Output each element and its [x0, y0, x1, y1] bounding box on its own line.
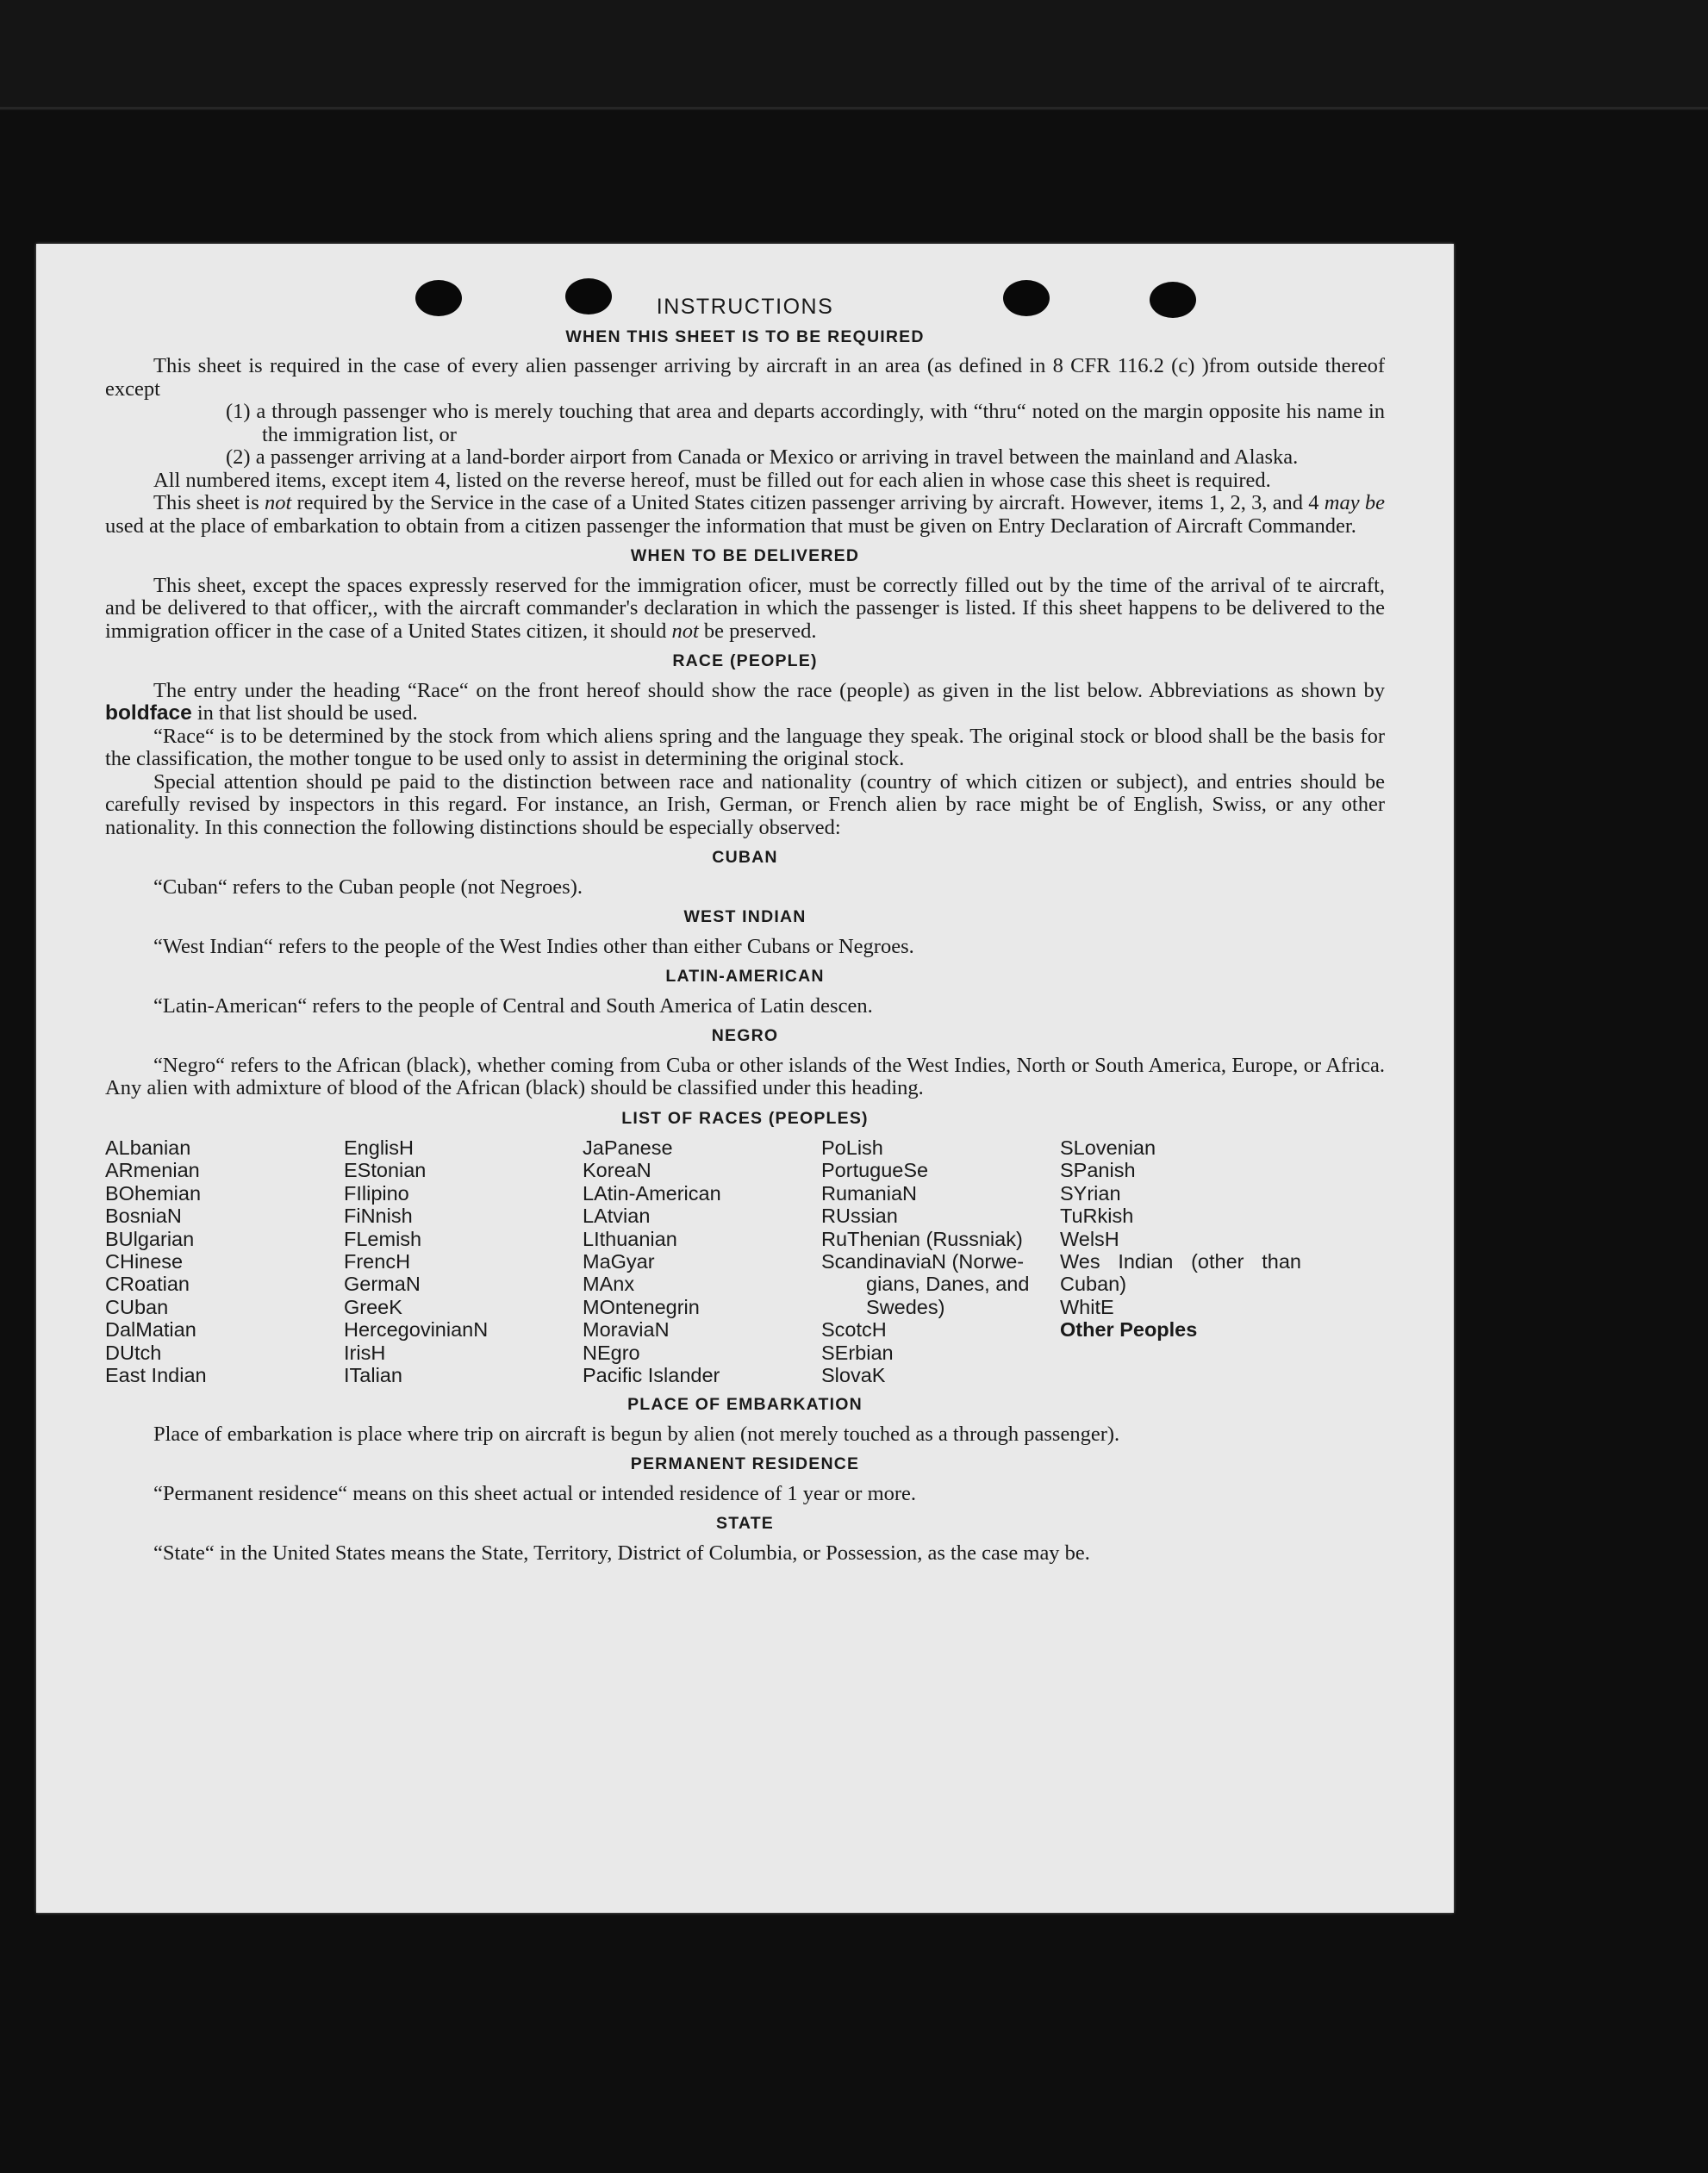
paragraph: “Negro“ refers to the African (black), whether coming from Cuba or other islands of the West Indies, North or South America, Europe, or Africa. Any alien with admixture of blood of the African (black) should be classified under this heading. — [105, 1053, 1385, 1099]
list-item: (2) a passenger arriving at a land-border airport from Canada or Mexico or arriving in travel between the mainland and Alaska. — [226, 445, 1299, 469]
race-item: ITalian — [344, 1364, 402, 1387]
section-heading: PLACE OF EMBARKATION — [627, 1395, 863, 1415]
race-item: PortugueSe — [821, 1159, 929, 1182]
race-item: NEgro — [583, 1341, 640, 1364]
race-item: TuRkish — [1060, 1205, 1134, 1228]
race-item: HercegovinianN — [344, 1318, 489, 1342]
section-heading: RACE (PEOPLE) — [672, 651, 818, 670]
race-item: DalMatian — [105, 1318, 196, 1342]
race-item: LAtin-American — [583, 1181, 721, 1205]
paragraph: Place of embarkation is place where trip on aircraft is begun by alien (not merely touched as a through passenger). — [153, 1422, 1120, 1446]
scan-top-margin — [0, 0, 1708, 110]
paragraph: Special attention should pe paid to the distinction between race and nationality (country of which citizen or subject), and entries should be carefully revised by inspectors in this regard. For instance, an Irish, German, or French alien by race might be of English, Swiss, or any other nationality. In this connection the following distinctions should be especially observed: — [105, 769, 1385, 839]
paragraph: “Cuban“ refers to the Cuban people (not Negroes). — [153, 875, 583, 899]
race-item: GreeK — [344, 1295, 402, 1318]
race-item: BOhemian — [105, 1181, 202, 1205]
race-item: FIlipino — [344, 1181, 409, 1205]
race-item: MaGyar — [583, 1250, 655, 1273]
race-item: CHinese — [105, 1250, 184, 1273]
race-item: ALbanian — [105, 1136, 191, 1159]
race-item: SYrian — [1060, 1181, 1121, 1205]
paragraph: This sheet is required in the case of every alien passenger arriving by aircraft in an area (as defined in 8 CFR 116.2 (c) )from outside thereof except — [105, 354, 1385, 401]
paragraph: “State“ in the United States means the State, Territory, District of Columbia, or Possession, as the case may be. — [153, 1541, 1090, 1565]
section-heading: NEGRO — [711, 1026, 779, 1045]
race-item: RUssian — [821, 1205, 898, 1228]
race-item: JaPanese — [583, 1136, 673, 1159]
race-item: IrisH — [344, 1341, 386, 1364]
list-item: (1) a through passenger who is merely touching that area and departs accordingly, with “thru“ noted on the margin opposite his name in the immigration list, or — [226, 400, 1385, 446]
race-item: BUlgarian — [105, 1227, 195, 1250]
race-item: ARmenian — [105, 1159, 200, 1182]
paragraph: The entry under the heading “Race“ on the front hereof should show the race (people) as given in the list below. Abbreviations as shown by boldface in that list should be used. — [105, 678, 1385, 725]
race-column — [344, 1136, 583, 1386]
race-item: GermaN — [344, 1273, 421, 1296]
race-item: SLovenian — [1060, 1136, 1156, 1159]
race-item: KoreaN — [583, 1159, 651, 1182]
race-item: FrencH — [344, 1250, 411, 1273]
document-body — [105, 296, 1385, 1565]
race-column — [583, 1136, 821, 1386]
race-item: FLemish — [344, 1227, 422, 1250]
race-item: EnglisH — [344, 1136, 414, 1159]
race-item: Pacific Islander — [583, 1364, 720, 1387]
race-item-other: Other Peoples — [1060, 1318, 1198, 1342]
race-item: SlovaK — [821, 1364, 886, 1387]
race-item: DUtch — [105, 1341, 162, 1364]
paragraph: All numbered items, except item 4, listed on the reverse hereof, must be filled out for each alien in whose case this sheet is required. — [153, 468, 1271, 492]
section-heading: LATIN-AMERICAN — [665, 967, 825, 986]
section-heading: PERMANENT RESIDENCE — [630, 1454, 860, 1474]
paragraph: “Permanent residence“ means on this sheet actual or intended residence of 1 year or more. — [153, 1481, 917, 1505]
race-item: WhitE — [1060, 1295, 1114, 1318]
section-heading: LIST OF RACES (PEOPLES) — [621, 1108, 869, 1128]
race-column — [105, 1136, 344, 1386]
race-item: EStonian — [344, 1159, 427, 1182]
race-column — [1060, 1136, 1301, 1386]
paragraph: “West Indian“ refers to the people of the West Indies other than either Cubans or Negroes. — [153, 934, 914, 958]
race-item: CUban — [105, 1295, 169, 1318]
race-item-continuation: gians, Danes, and Swedes) — [866, 1273, 1030, 1318]
paragraph: “Latin-American“ refers to the people of Central and South America of Latin descen. — [153, 993, 873, 1018]
race-item: MAnx — [583, 1273, 635, 1296]
race-item: MoraviaN — [583, 1318, 670, 1342]
section-heading: WEST INDIAN — [683, 907, 807, 926]
race-item: BosniaN — [105, 1205, 182, 1228]
race-item: ScandinaviaN (Norwe- — [821, 1250, 1025, 1273]
paragraph: This sheet, except the spaces expressly reserved for the immigration oficer, must be correctly filled out by the time of the arrival of te aircraft, and be delivered to that officer,, with the aircraft commander's declaration in which the passenger is listed. If this sheet happens to be delivered to the immigration officer in the case of a United States citizen, it should not be preserved. — [105, 573, 1385, 643]
section-heading: CUBAN — [712, 848, 778, 867]
document-title: INSTRUCTIONS — [656, 295, 834, 319]
race-item: SErbian — [821, 1341, 894, 1364]
race-item: RuThenian (Russniak) — [821, 1227, 1023, 1250]
race-item: East Indian — [105, 1364, 207, 1387]
race-item: LAtvian — [583, 1205, 651, 1228]
scan-edge-line — [0, 107, 1708, 109]
race-list — [105, 1136, 1385, 1386]
document-page — [36, 244, 1454, 1913]
race-item: LIthuanian — [583, 1227, 677, 1250]
race-item: RumaniaN — [821, 1181, 918, 1205]
race-item: SPanish — [1060, 1159, 1136, 1182]
race-column — [821, 1136, 1060, 1386]
race-item: MOntenegrin — [583, 1295, 700, 1318]
section-heading: WHEN THIS SHEET IS TO BE REQUIRED — [565, 327, 925, 346]
race-item: CRoatian — [105, 1273, 190, 1296]
race-item: FiNnish — [344, 1205, 413, 1228]
paragraph: “Race“ is to be determined by the stock from which aliens spring and the language they speak. The original stock or blood shall be the basis for the classification, the mother tongue to be used only to assist in determining the original stock. — [105, 724, 1385, 770]
section-heading: STATE — [715, 1514, 775, 1534]
race-item: WelsH — [1060, 1227, 1119, 1250]
race-item: ScotcH — [821, 1318, 887, 1342]
section-heading: WHEN TO BE DELIVERED — [630, 546, 860, 565]
paragraph: This sheet is not required by the Service in the case of a United States citizen passenger arriving by aircraft. However, items 1, 2, 3, and 4 may be used at the place of embarkation to obtain from a citizen passenger the information that must be given on Entry Declaration of Aircraft Commander. — [105, 491, 1385, 538]
race-item: Wes Indian (other than Cuban) — [1060, 1250, 1301, 1296]
race-item: PoLish — [821, 1136, 883, 1159]
